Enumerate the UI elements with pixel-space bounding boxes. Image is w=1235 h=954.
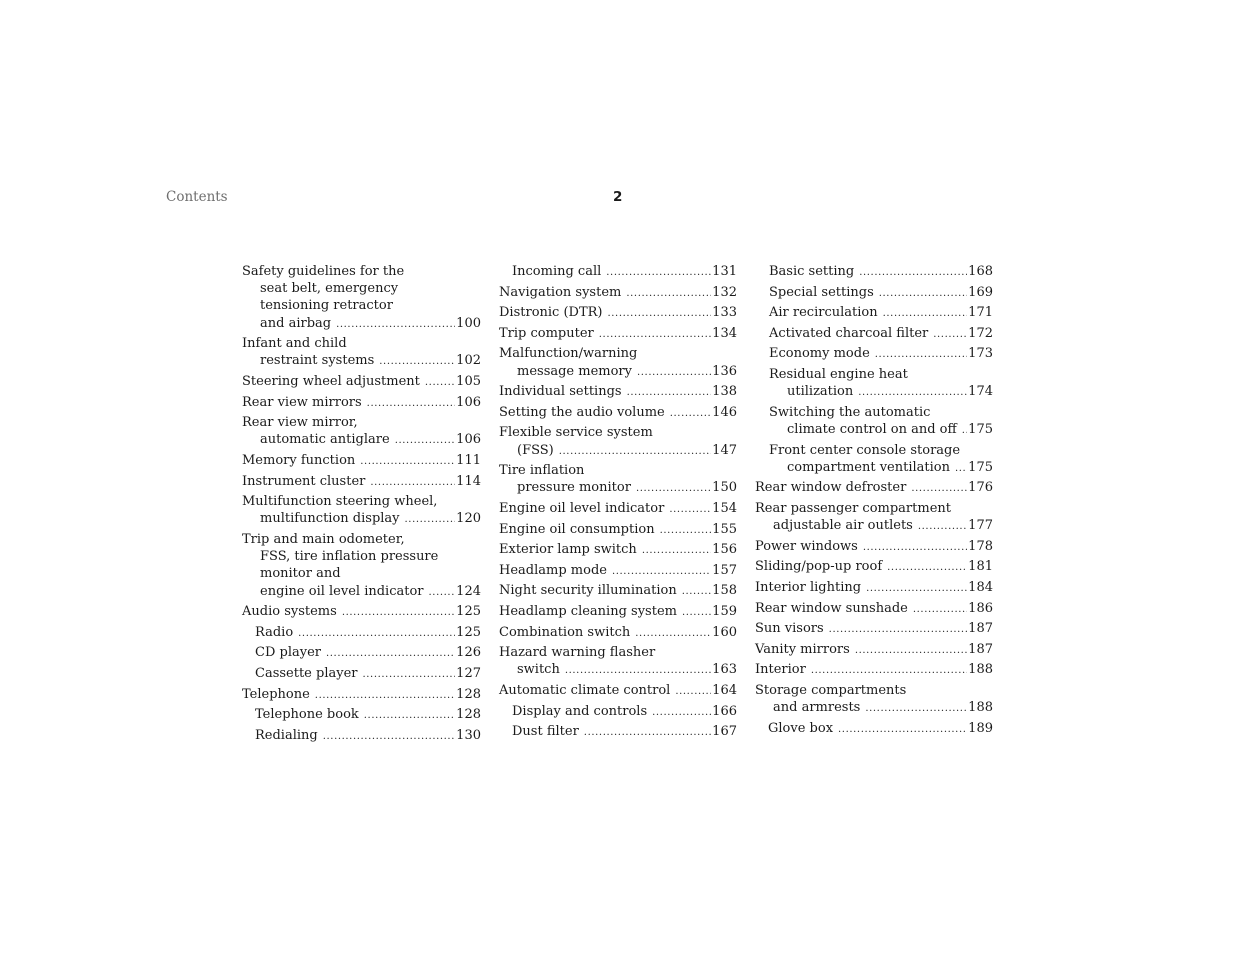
dot-leader	[838, 721, 967, 738]
toc-entry-text: engine oil level indicator	[260, 583, 424, 599]
toc-page-number: 163	[712, 662, 737, 678]
toc-entry-text: Front center console storage	[769, 442, 961, 458]
toc-entry-text: adjustable air outlets	[773, 518, 913, 534]
toc-page-number: 133	[712, 305, 737, 321]
toc-entry-text: Basic setting	[769, 264, 855, 279]
toc-page-number: 174	[968, 384, 993, 400]
toc-entry-text: Automatic climate control	[499, 682, 671, 698]
toc-entry-text: and airbag	[260, 315, 332, 331]
toc-page-number: 173	[968, 346, 993, 362]
toc-page-number: 105	[456, 374, 481, 389]
toc-entry[interactable]	[499, 404, 737, 422]
toc-page-number: 125	[456, 604, 481, 620]
toc-entry-text: Air recirculation	[769, 305, 878, 321]
toc-entry-text: Engine oil level indicator	[499, 500, 665, 516]
toc-entry[interactable]	[499, 500, 737, 518]
dot-leader	[675, 683, 711, 700]
dot-leader	[660, 522, 712, 539]
dot-leader	[425, 374, 455, 391]
toc-page-number: 155	[712, 521, 737, 537]
toc-entry-row	[255, 624, 481, 642]
toc-entry[interactable]	[242, 373, 481, 391]
dot-leader	[612, 563, 711, 580]
toc-entry-text: Rear view mirrors	[242, 394, 362, 410]
toc-page-number: 138	[712, 384, 737, 400]
toc-entry[interactable]	[242, 263, 481, 333]
toc-entry[interactable]	[755, 263, 993, 281]
dot-leader	[669, 501, 711, 518]
toc-page-number: 175	[968, 421, 993, 437]
toc-entry[interactable]	[755, 325, 993, 343]
toc-entry-text: climate control on and off	[787, 421, 957, 437]
toc-entry[interactable]	[499, 462, 737, 497]
toc-entry-row	[499, 661, 737, 679]
toc-entry-text: Infant and child	[242, 336, 347, 352]
toc-page-number: 169	[968, 284, 993, 300]
toc-entry[interactable]	[499, 424, 737, 459]
dot-leader	[883, 305, 968, 322]
toc-entry-text: automatic antiglare	[260, 432, 390, 448]
toc-entry-row	[512, 703, 737, 721]
toc-entry[interactable]	[755, 538, 993, 556]
toc-entry[interactable]	[242, 727, 481, 745]
toc-entry-row	[499, 682, 737, 700]
toc-entry[interactable]	[755, 366, 993, 401]
toc-entry-text: Night security illumination	[499, 583, 677, 599]
toc-entry-text: Rear view mirror,	[242, 415, 358, 431]
toc-entry[interactable]	[499, 682, 737, 700]
dot-leader	[565, 662, 711, 679]
toc-entry-text: Display and controls	[512, 703, 648, 719]
toc-entry-row	[499, 442, 737, 460]
toc-entry[interactable]	[499, 624, 737, 642]
toc-entry[interactable]	[755, 600, 993, 618]
toc-entry-row	[769, 421, 993, 439]
toc-entry[interactable]	[499, 325, 737, 343]
dot-leader	[855, 642, 967, 659]
toc-entry-text: Multifunction steering wheel,	[242, 494, 438, 510]
toc-page-number: 187	[968, 621, 993, 637]
toc-page-number: 189	[968, 720, 993, 736]
toc-entry[interactable]	[242, 603, 481, 621]
dot-leader	[363, 666, 456, 683]
toc-entry-text: Economy mode	[769, 346, 870, 362]
dot-leader	[879, 285, 967, 302]
toc-entry-row	[499, 325, 737, 343]
toc-entry-text: and armrests	[773, 700, 861, 716]
dot-leader	[367, 395, 456, 412]
toc-entry-text: monitor and	[260, 566, 341, 582]
toc-page-number: 156	[712, 542, 737, 558]
toc-page-number: 188	[968, 662, 993, 678]
toc-entry-row	[769, 345, 993, 363]
toc-entry-text: Tire inflation	[499, 463, 585, 479]
toc-entry-text: Vanity mirrors	[755, 641, 850, 657]
dot-leader	[637, 364, 711, 381]
dot-leader	[652, 704, 711, 721]
toc-page-number: 186	[968, 600, 993, 616]
contents-column-1	[242, 263, 481, 747]
toc-page-number: 131	[712, 264, 737, 279]
dot-leader	[336, 316, 455, 333]
toc-entry-row	[755, 600, 993, 618]
toc-page-number: 158	[712, 583, 737, 599]
toc-page-number: 124	[456, 583, 481, 599]
toc-entry-row	[499, 284, 737, 302]
toc-entry-row	[755, 479, 993, 497]
toc-entry-row	[242, 583, 481, 601]
toc-page-number: 187	[968, 641, 993, 657]
toc-entry-text: Safety guidelines for the	[242, 264, 405, 279]
toc-entry-text: Sliding/pop-up roof	[755, 559, 883, 575]
toc-entry-text: Rear window sunshade	[755, 600, 908, 616]
toc-entry[interactable]	[499, 723, 737, 741]
toc-entry-text: utilization	[787, 384, 854, 400]
toc-entry-row	[755, 699, 993, 717]
toc-entry-text: Rear passenger compartment	[755, 500, 951, 516]
toc-entry-text: Redialing	[255, 727, 318, 743]
toc-entry-row	[242, 686, 481, 704]
dot-leader	[606, 264, 711, 281]
dot-leader	[913, 601, 967, 618]
toc-page-number: 136	[712, 363, 737, 379]
toc-entry-row	[499, 404, 737, 422]
toc-page-number: 102	[456, 353, 481, 369]
dot-leader	[608, 305, 712, 322]
toc-entry-text: Malfunction/warning	[499, 346, 638, 362]
dot-leader	[323, 728, 455, 745]
toc-entry-text: Radio	[255, 624, 294, 640]
toc-entry-text: Storage compartments	[755, 682, 907, 698]
dot-leader	[642, 542, 711, 559]
page-number: 2	[613, 189, 623, 205]
toc-page-number: 126	[456, 645, 481, 661]
toc-page-number: 128	[456, 686, 481, 702]
toc-page-number: 160	[712, 624, 737, 640]
toc-entry[interactable]	[755, 720, 993, 738]
toc-page-number: 127	[456, 665, 481, 681]
dot-leader	[918, 518, 967, 535]
toc-entry-text: Telephone	[242, 686, 310, 702]
toc-page-number: 188	[968, 700, 993, 716]
dot-leader	[599, 326, 711, 343]
toc-entry-row	[768, 720, 993, 738]
toc-entry[interactable]	[242, 394, 481, 412]
dot-leader	[859, 264, 967, 281]
toc-entry-text: Distronic (DTR)	[499, 305, 603, 321]
toc-page-number: 125	[456, 624, 481, 640]
toc-entry-row	[769, 284, 993, 302]
toc-entry-text: Combination switch	[499, 624, 631, 640]
toc-entry[interactable]	[755, 442, 993, 477]
toc-entry-text: restraint systems	[260, 353, 375, 369]
toc-page-number: 100	[456, 315, 481, 331]
toc-entry[interactable]	[499, 345, 737, 380]
toc-entry[interactable]	[755, 661, 993, 679]
dot-leader	[875, 346, 967, 363]
toc-entry[interactable]	[242, 624, 481, 642]
toc-entry-row	[755, 538, 993, 556]
toc-page-number: 177	[968, 518, 993, 534]
toc-entry[interactable]	[499, 521, 737, 539]
toc-entry-row	[255, 665, 481, 683]
toc-entry-text: Incoming call	[512, 264, 602, 279]
toc-entry-row	[499, 603, 737, 621]
toc-entry-text: tensioning retractor	[260, 298, 393, 314]
toc-entry-text: Audio systems	[242, 604, 337, 620]
toc-entry[interactable]	[242, 531, 481, 601]
dot-leader	[429, 584, 456, 601]
toc-entry-text: compartment ventilation	[787, 459, 950, 475]
dot-leader	[911, 480, 967, 497]
dot-leader	[559, 443, 711, 460]
toc-entry-row	[755, 641, 993, 659]
toc-page-number: 114	[456, 473, 481, 489]
toc-page-number: 106	[456, 432, 481, 448]
toc-entry[interactable]	[242, 473, 481, 491]
toc-entry[interactable]	[499, 541, 737, 559]
toc-entry-row	[499, 304, 737, 322]
dot-leader	[395, 432, 455, 449]
toc-entry-row	[242, 315, 481, 333]
toc-entry-text: Headlamp cleaning system	[499, 603, 677, 619]
toc-entry-text: Memory function	[242, 452, 356, 468]
dot-leader	[360, 453, 455, 470]
toc-entry[interactable]	[499, 644, 737, 679]
toc-entry-row	[769, 263, 993, 281]
toc-page-number: 111	[456, 452, 481, 468]
dot-leader	[682, 583, 711, 600]
toc-entry[interactable]	[499, 263, 737, 281]
toc-page-number: 171	[968, 305, 993, 321]
toc-entry-row	[499, 624, 737, 642]
toc-entry-text: CD player	[255, 645, 321, 661]
toc-entry[interactable]	[499, 582, 737, 600]
toc-entry-row	[769, 383, 993, 401]
toc-page-number: 128	[456, 707, 481, 723]
toc-entry-text: FSS, tire inflation pressure	[260, 549, 439, 565]
toc-entry[interactable]	[499, 603, 737, 621]
toc-entry-row	[255, 706, 481, 724]
toc-page-number: 134	[712, 325, 737, 341]
toc-entry[interactable]	[499, 703, 737, 721]
toc-entry[interactable]	[755, 304, 993, 322]
toc-entry[interactable]	[755, 620, 993, 638]
toc-entry-text: Trip and main odometer,	[242, 531, 405, 547]
dot-leader	[829, 621, 968, 638]
toc-page-number: 106	[456, 394, 481, 410]
dot-leader	[298, 625, 455, 642]
dot-leader	[863, 539, 967, 556]
toc-entry-text: Glove box	[768, 720, 834, 736]
toc-entry-row	[242, 510, 481, 528]
toc-entry-row	[755, 579, 993, 597]
toc-entry-text: Cassette player	[255, 665, 358, 681]
toc-page-number: 150	[712, 480, 737, 496]
toc-entry-text: Rear window defroster	[755, 480, 907, 496]
toc-entry[interactable]	[755, 404, 993, 439]
toc-entry[interactable]	[242, 686, 481, 704]
toc-entry-text: Instrument cluster	[242, 473, 366, 489]
dot-leader	[342, 604, 455, 621]
toc-entry-row	[769, 304, 993, 322]
dot-leader	[315, 687, 455, 704]
toc-entry-row	[769, 459, 993, 477]
toc-entry-text: Flexible service system	[499, 425, 653, 441]
toc-entry-text: (FSS)	[517, 442, 554, 458]
dot-leader	[584, 724, 711, 741]
toc-entry-row	[499, 562, 737, 580]
dot-leader	[811, 662, 967, 679]
toc-entry-text: Engine oil consumption	[499, 521, 655, 537]
toc-entry-row	[499, 479, 737, 497]
dot-leader	[326, 645, 455, 662]
toc-page-number: 176	[968, 480, 993, 496]
toc-entry[interactable]	[499, 562, 737, 580]
dot-leader	[626, 285, 711, 302]
toc-entry-text: Sun visors	[755, 621, 824, 637]
toc-entry-row	[499, 521, 737, 539]
toc-entry-row	[255, 644, 481, 662]
toc-page-number: 178	[968, 538, 993, 554]
dot-leader	[887, 559, 967, 576]
toc-entry-text: Hazard warning flasher	[499, 645, 656, 661]
toc-entry[interactable]	[242, 414, 481, 449]
toc-entry-text: Exterior lamp switch	[499, 542, 637, 558]
dot-leader	[865, 700, 967, 717]
dot-leader	[858, 384, 967, 401]
toc-entry[interactable]	[242, 493, 481, 528]
toc-entry-row	[755, 620, 993, 638]
toc-page-number: 166	[712, 703, 737, 719]
toc-entry-row	[242, 373, 481, 391]
contents-column-2	[499, 263, 737, 744]
toc-entry[interactable]	[755, 345, 993, 363]
toc-entry-text: pressure monitor	[517, 480, 631, 496]
toc-entry[interactable]	[242, 706, 481, 724]
toc-page-number: 159	[712, 603, 737, 619]
toc-entry-row	[242, 473, 481, 491]
toc-entry-text: Headlamp mode	[499, 562, 607, 578]
dot-leader	[933, 326, 967, 343]
dot-leader	[955, 460, 967, 477]
toc-page-number: 130	[456, 727, 481, 743]
toc-page-number: 154	[712, 500, 737, 516]
toc-entry-text: Navigation system	[499, 284, 622, 300]
toc-entry[interactable]	[755, 579, 993, 597]
section-title: Contents	[166, 189, 228, 205]
toc-entry-text: Interior lighting	[755, 579, 862, 595]
toc-entry-text: Interior	[755, 662, 806, 678]
toc-entry-row	[242, 452, 481, 470]
toc-entry[interactable]	[242, 335, 481, 370]
toc-page-number: 172	[968, 325, 993, 341]
toc-entry-row	[512, 723, 737, 741]
toc-entry[interactable]	[755, 479, 993, 497]
toc-entry-row	[242, 431, 481, 449]
dot-leader	[635, 625, 711, 642]
toc-entry-row	[242, 603, 481, 621]
toc-entry[interactable]	[242, 452, 481, 470]
dot-leader	[364, 707, 455, 724]
toc-page-number: 132	[712, 284, 737, 300]
toc-entry-text: seat belt, emergency	[260, 281, 399, 297]
toc-entry[interactable]	[755, 641, 993, 659]
toc-entry[interactable]	[242, 644, 481, 662]
toc-entry-text: Switching the automatic	[769, 404, 931, 420]
dot-leader	[670, 405, 711, 422]
toc-entry-text: Special settings	[769, 284, 874, 300]
toc-entry-row	[499, 500, 737, 518]
toc-entry-text: multifunction display	[260, 511, 400, 527]
toc-entry-text: Activated charcoal filter	[769, 325, 929, 341]
toc-page-number: 164	[712, 682, 737, 698]
toc-entry[interactable]	[755, 500, 993, 535]
dot-leader	[866, 580, 967, 597]
toc-page-number: 157	[712, 562, 737, 578]
toc-entry-row	[512, 263, 737, 281]
toc-entry-text: message memory	[517, 363, 632, 379]
toc-entry-text: Setting the audio volume	[499, 404, 665, 420]
dot-leader	[682, 604, 711, 621]
toc-entry-row	[755, 558, 993, 576]
contents-column-3	[755, 263, 993, 740]
dot-leader	[627, 384, 712, 401]
toc-entry[interactable]	[242, 665, 481, 683]
toc-entry-text: Trip computer	[499, 325, 594, 341]
toc-entry-text: Telephone book	[255, 707, 359, 723]
toc-page-number: 167	[712, 724, 737, 740]
toc-page-number: 168	[968, 264, 993, 279]
toc-entry-row	[499, 582, 737, 600]
toc-page-number: 120	[456, 511, 481, 527]
toc-entry-text: Individual settings	[499, 384, 622, 400]
toc-entry-text: Dust filter	[512, 724, 579, 740]
toc-entry-row	[499, 363, 737, 381]
toc-entry[interactable]	[755, 558, 993, 576]
toc-entry-row	[755, 661, 993, 679]
dot-leader	[636, 480, 711, 497]
toc-entry[interactable]	[499, 284, 737, 302]
toc-entry-row	[755, 517, 993, 535]
toc-entry-row	[499, 541, 737, 559]
toc-page-number: 184	[968, 579, 993, 595]
toc-entry-row	[769, 325, 993, 343]
toc-page-number: 147	[712, 442, 737, 458]
dot-leader	[379, 353, 455, 370]
toc-entry-row	[255, 727, 481, 745]
toc-entry[interactable]	[499, 304, 737, 322]
toc-entry-text: Power windows	[755, 538, 858, 554]
toc-entry[interactable]	[755, 284, 993, 302]
toc-page-number: 175	[968, 459, 993, 475]
toc-page-number: 181	[968, 559, 993, 575]
toc-entry-row	[242, 352, 481, 370]
toc-entry-text: switch	[517, 662, 560, 678]
dot-leader	[405, 511, 456, 528]
toc-entry[interactable]	[499, 383, 737, 401]
toc-entry-text: Steering wheel adjustment	[242, 374, 420, 389]
toc-entry-row	[499, 383, 737, 401]
dot-leader	[370, 474, 455, 491]
toc-page-number: 146	[712, 404, 737, 420]
toc-entry[interactable]	[755, 682, 993, 717]
toc-entry-text: Residual engine heat	[769, 366, 908, 382]
toc-entry-row	[242, 394, 481, 412]
